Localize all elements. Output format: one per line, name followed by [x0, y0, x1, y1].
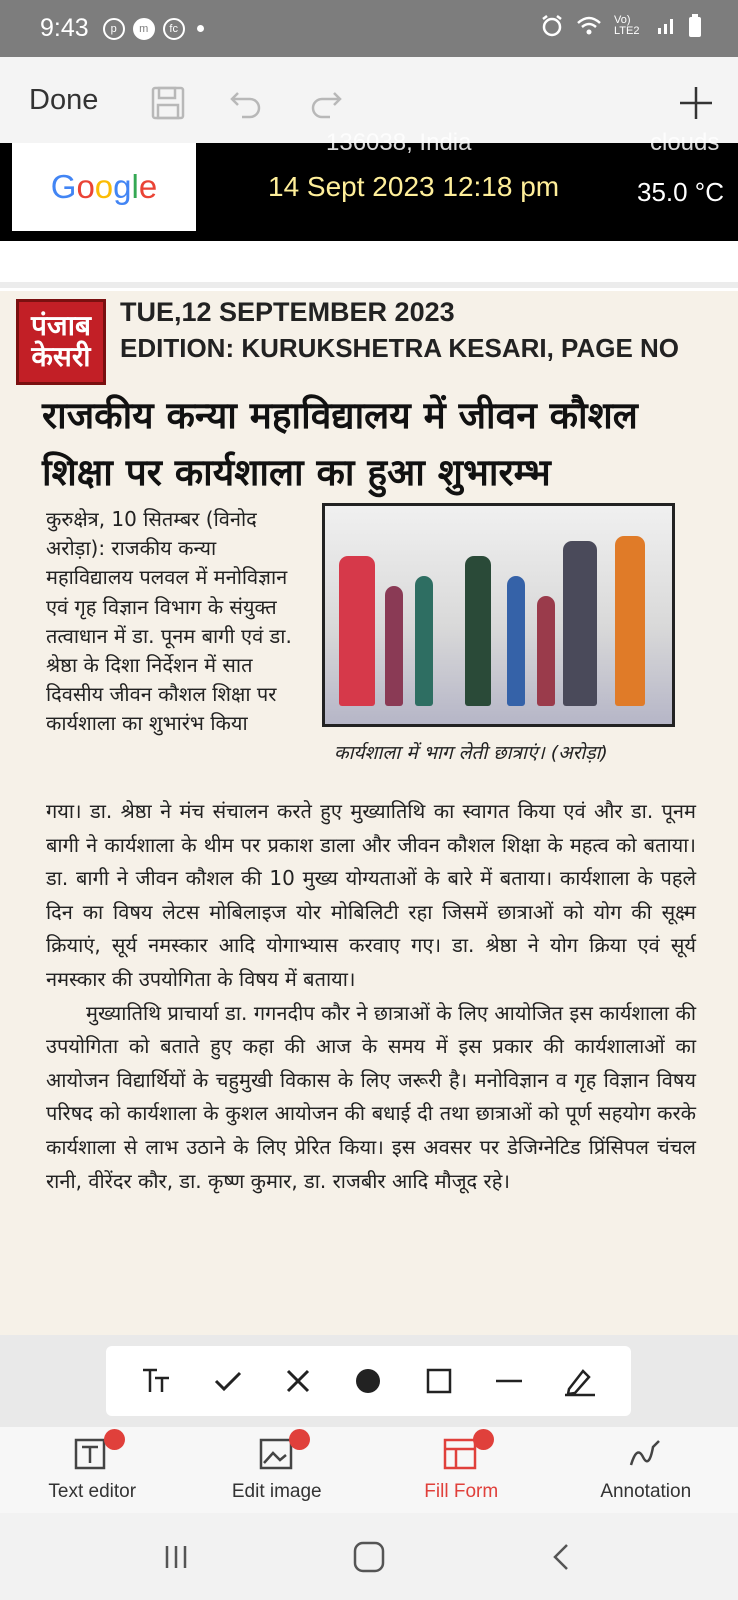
alarm-icon	[540, 14, 564, 38]
back-icon[interactable]	[542, 1537, 582, 1577]
line-icon[interactable]	[489, 1361, 529, 1401]
google-logo: G o o g l e	[12, 143, 196, 231]
cross-icon[interactable]	[278, 1361, 318, 1401]
newspaper-clipping	[0, 291, 738, 1335]
geo-tag-strip	[0, 129, 738, 241]
photo-caption: कार्यशाला में भाग लेती छात्राएं। (अरोड़ा)	[334, 742, 608, 764]
clip-date: TUE,12 SEPTEMBER 2023	[120, 297, 455, 327]
status-bar	[0, 0, 738, 57]
text-size-icon[interactable]	[137, 1361, 177, 1401]
tab-label: Text editor	[48, 1481, 137, 1502]
article-body	[46, 795, 696, 1198]
square-icon[interactable]	[419, 1361, 459, 1401]
headline-line-1: राजकीय कन्या महाविद्यालय में जीवन कौशल	[42, 394, 638, 437]
battery-icon	[688, 14, 702, 38]
date-time-stamp: 14 Sept 2023 12:18 pm	[268, 171, 560, 202]
tab-annotation[interactable]	[554, 1427, 738, 1513]
system-navigation-bar	[0, 1513, 738, 1600]
article-photo	[322, 503, 675, 727]
photo-figure	[385, 586, 403, 706]
annotation-toolbar	[0, 1335, 738, 1427]
status-time: 9:43	[40, 14, 89, 42]
notification-icons	[103, 18, 204, 40]
premium-badge-icon	[104, 1429, 125, 1450]
done-button[interactable]: Done	[29, 83, 99, 116]
app-notification-icon: p	[103, 18, 125, 40]
more-notifications-icon	[197, 25, 204, 32]
wifi-icon	[576, 15, 602, 37]
save-icon[interactable]	[148, 83, 188, 123]
edit-image-icon	[258, 1435, 296, 1473]
photo-figure	[563, 541, 597, 706]
weather-text: clouds	[650, 129, 720, 156]
network-label: Vo) LTE2	[614, 14, 640, 37]
dot-icon[interactable]	[348, 1361, 388, 1401]
recent-apps-icon[interactable]	[156, 1537, 196, 1577]
bottom-tab-bar	[0, 1427, 738, 1513]
article-paragraph: मुख्यातिथि प्राचार्या डा. गगनदीप कौर ने छात्राओं के लिए आयोजित इस कार्यशाला की उपयोगिता को बताते हुए कहा की आज के समय में इस प्रकार की कार्यशालाओं का आयोजन विद्यार्थियों के चहुमुखी विकास के लिए जरूरी है। मनोविज्ञान व गृह विज्ञान विषय परिषद को कार्यशाला के कुशल आयोजन की बधाई दी तथा छात्राओं को पूर्ण सहयोग करके कार्यशाला से लाभ उठाने के लिए प्रेरित किया। इस अवसर पर डेजिग्नेटिड प्रिंसिपल चंचल रानी, वीरेंदर कौर, डा. कृष्ण कुमार, डा. राजबीर आदि मौजूद रहे।	[46, 1000, 696, 1193]
tab-fill-form[interactable]	[369, 1427, 554, 1513]
temperature: 35.0 °C	[636, 177, 724, 207]
home-icon[interactable]	[349, 1537, 389, 1577]
logo-line-2: केसरी	[31, 340, 91, 373]
premium-badge-icon	[289, 1429, 310, 1450]
location-text: 136038, India	[326, 129, 472, 156]
text-editor-icon	[73, 1435, 111, 1473]
tab-label: Edit image	[231, 1481, 322, 1502]
annotation-icon	[627, 1435, 665, 1473]
logo-line-1: पंजाब	[31, 309, 91, 343]
newspaper-logo	[16, 299, 106, 385]
system-icons	[540, 14, 702, 38]
article-headline	[42, 387, 682, 502]
document-view[interactable]	[0, 129, 738, 1335]
fc-notification-icon: fc	[163, 18, 185, 40]
photo-figure	[507, 576, 525, 706]
messenger-notification-icon: m	[133, 18, 155, 40]
tab-label: Fill Form	[424, 1481, 499, 1502]
tab-label: Annotation	[600, 1481, 692, 1502]
headline-line-2: शिक्षा पर कार्यशाला का हुआ शुभारम्भ	[42, 451, 551, 495]
photo-figure	[465, 556, 491, 706]
article-intro-column: कुरुक्षेत्र, 10 सितम्बर (विनोद अरोड़ा): राजकीय कन्या महाविद्यालय पलवल में मनोविज्ञान एवं गृह विज्ञान विभाग के संयुक्त तत्वाधान में डा. पूनम बागी एवं डा. श्रेष्ठा के दिशा निर्देशन में सात दिवसीय जीवन कौशल शिक्षा पर कार्यशाला का शुभारंभ किया	[46, 507, 292, 736]
page-gap	[0, 241, 738, 288]
annotation-tools-pill	[106, 1346, 631, 1416]
premium-badge-icon	[473, 1429, 494, 1450]
signature-icon[interactable]	[560, 1361, 600, 1401]
redo-icon[interactable]	[306, 83, 346, 123]
photo-figure	[339, 556, 375, 706]
tab-text-editor[interactable]	[0, 1427, 185, 1513]
signal-icon	[656, 16, 676, 36]
photo-figure	[537, 596, 555, 706]
undo-icon[interactable]	[226, 83, 266, 123]
clip-edition: EDITION: KURUKSHETRA KESARI, PAGE NO	[120, 333, 680, 363]
checkmark-icon[interactable]	[208, 1361, 248, 1401]
add-icon[interactable]	[676, 83, 716, 123]
photo-figure	[415, 576, 433, 706]
article-paragraph: गया। डा. श्रेष्ठा ने मंच संचालन करते हुए मुख्यातिथि का स्वागत किया एवं और डा. पूनम बागी ने कार्यशाला के थीम पर प्रकाश डाला और जीवन कौशल शिक्षा के महत्व को बताया। डा. बागी ने जीवन कौशल की 10 मुख्य योग्यताओं के बारे में बताया। कार्यशाला के पहले दिन का विषय लेटस मोबिलाइज योर मोबिलिटी रहा जिसमें छात्राओं को योग की सूक्ष्म क्रियाएं, सूर्य नमस्कार आदि योगाभ्यास करवाए गए। डा. श्रेष्ठा ने योग क्रिया एवं सूर्य नमस्कार की उपयोगिता के विषय में बताया।	[46, 799, 696, 991]
tab-edit-image[interactable]	[185, 1427, 370, 1513]
fill-form-icon	[442, 1435, 480, 1473]
photo-figure	[615, 536, 645, 706]
